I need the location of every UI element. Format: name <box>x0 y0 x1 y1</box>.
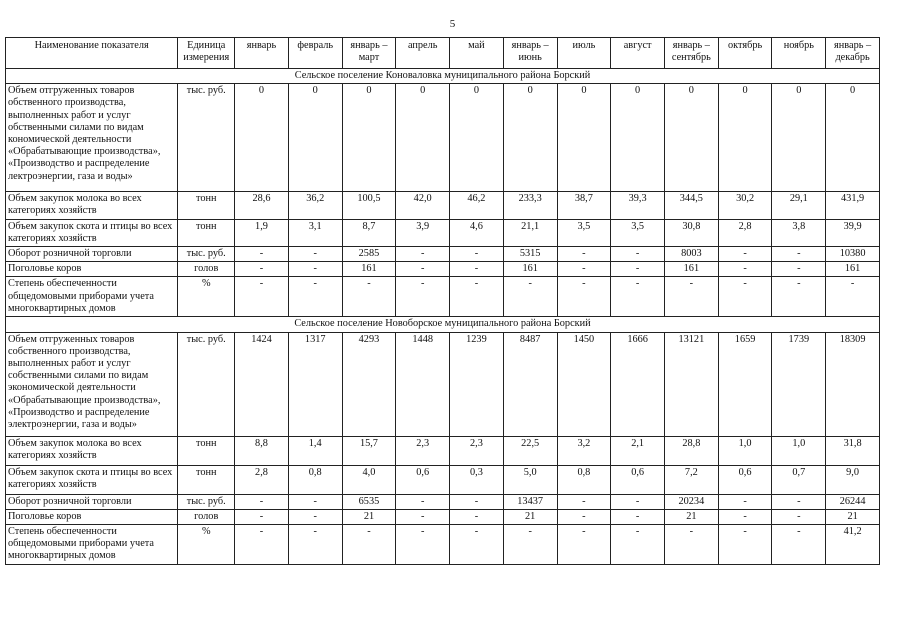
value-cell: - <box>288 494 342 509</box>
value-cell: - <box>665 525 719 565</box>
value-cell: 1659 <box>718 332 772 436</box>
value-cell: - <box>450 277 504 317</box>
value-cell: 0,7 <box>772 465 826 494</box>
value-cell: 0 <box>665 84 719 192</box>
value-cell: - <box>342 525 396 565</box>
header-month: июль <box>557 38 611 69</box>
indicator-unit: % <box>178 525 235 565</box>
indicator-name: Объем отгруженных товаров обственного производства, выполненных работ и услуг обственными силами по видам кономической деятельности «Обрабатывающие производства», «Производство и распределение лектроэнергии, газа и воды» <box>6 84 178 192</box>
value-cell: 30,8 <box>665 219 719 246</box>
value-cell: 0 <box>826 84 880 192</box>
value-cell: 0 <box>772 84 826 192</box>
value-cell: - <box>557 509 611 524</box>
value-cell: 0 <box>396 84 450 192</box>
value-cell: - <box>718 494 772 509</box>
value-cell: - <box>396 494 450 509</box>
value-cell: 0,8 <box>557 465 611 494</box>
value-cell: 2,3 <box>450 436 504 465</box>
header-month: январь – декабрь <box>826 38 880 69</box>
header-month: январь <box>235 38 289 69</box>
indicator-name: Объем закупок скота и птицы во всех категориях хозяйств <box>6 465 178 494</box>
indicator-name: Объем закупок молока во всех категориях хозяйств <box>6 436 178 465</box>
value-cell: - <box>396 247 450 262</box>
value-cell: - <box>450 509 504 524</box>
value-cell: 0,6 <box>611 465 665 494</box>
indicator-unit: % <box>178 277 235 317</box>
value-cell: 13121 <box>665 332 719 436</box>
value-cell: 29,1 <box>772 192 826 219</box>
value-cell: - <box>611 247 665 262</box>
value-cell: 1666 <box>611 332 665 436</box>
value-cell: 1739 <box>772 332 826 436</box>
value-cell: - <box>772 509 826 524</box>
value-cell: 3,5 <box>611 219 665 246</box>
indicator-unit: тыс. руб. <box>178 247 235 262</box>
value-cell: 3,2 <box>557 436 611 465</box>
value-cell: 39,3 <box>611 192 665 219</box>
indicator-name: Степень обеспеченности общедомовыми приборами учета многоквартирных домов <box>6 277 178 317</box>
value-cell: - <box>718 262 772 277</box>
value-cell: 4,0 <box>342 465 396 494</box>
value-cell: - <box>557 247 611 262</box>
page-number: 5 <box>449 18 456 30</box>
value-cell: - <box>611 494 665 509</box>
value-cell: - <box>342 277 396 317</box>
indicators-table <box>5 37 880 565</box>
value-cell: 0 <box>288 84 342 192</box>
value-cell: 8487 <box>503 332 557 436</box>
value-cell: 0 <box>235 84 289 192</box>
value-cell: - <box>235 247 289 262</box>
value-cell: 100,5 <box>342 192 396 219</box>
header-month: февраль <box>288 38 342 69</box>
header-month: май <box>450 38 504 69</box>
value-cell: 0 <box>557 84 611 192</box>
value-cell: - <box>718 277 772 317</box>
value-cell: 0 <box>450 84 504 192</box>
value-cell: - <box>235 277 289 317</box>
value-cell: - <box>557 494 611 509</box>
header-unit: Единица измерения <box>178 38 235 69</box>
value-cell: 42,0 <box>396 192 450 219</box>
value-cell: 18309 <box>826 332 880 436</box>
header-month: август <box>611 38 665 69</box>
table-row <box>6 509 880 524</box>
table-row <box>6 262 880 277</box>
value-cell: 0,3 <box>450 465 504 494</box>
value-cell: - <box>396 509 450 524</box>
value-cell: 10380 <box>826 247 880 262</box>
value-cell: 2,1 <box>611 436 665 465</box>
value-cell: 38,7 <box>557 192 611 219</box>
value-cell: 15,7 <box>342 436 396 465</box>
value-cell: - <box>235 525 289 565</box>
value-cell: 1317 <box>288 332 342 436</box>
value-cell: 161 <box>826 262 880 277</box>
table-row <box>6 436 880 465</box>
value-cell: - <box>396 277 450 317</box>
section-title-row <box>6 317 880 332</box>
indicator-name: Объем закупок скота и птицы во всех категориях хозяйств <box>6 219 178 246</box>
header-month: январь – июнь <box>503 38 557 69</box>
table-row <box>6 494 880 509</box>
value-cell: 4293 <box>342 332 396 436</box>
value-cell: 3,1 <box>288 219 342 246</box>
value-cell: 1448 <box>396 332 450 436</box>
indicator-name: Оборот розничной торговли <box>6 247 178 262</box>
value-cell: 7,2 <box>665 465 719 494</box>
value-cell: 8003 <box>665 247 719 262</box>
value-cell: 0,6 <box>396 465 450 494</box>
indicator-name: Объем отгруженных товаров собственного производства, выполненных работ и услуг собственными силами по видам экономической деятельности «Обрабатывающие производства», «Производство и распределение электроэнергии, газа и воды» <box>6 332 178 436</box>
value-cell: 20234 <box>665 494 719 509</box>
value-cell: - <box>772 277 826 317</box>
header-name: Наименование показателя <box>6 38 178 69</box>
value-cell: 21 <box>342 509 396 524</box>
value-cell: - <box>665 277 719 317</box>
value-cell: 21 <box>826 509 880 524</box>
table-row <box>6 84 880 192</box>
value-cell: - <box>557 525 611 565</box>
value-cell: - <box>450 525 504 565</box>
value-cell: - <box>611 277 665 317</box>
table-row <box>6 465 880 494</box>
value-cell: - <box>611 509 665 524</box>
value-cell: 4,6 <box>450 219 504 246</box>
value-cell: 5,0 <box>503 465 557 494</box>
value-cell: 1,0 <box>772 436 826 465</box>
value-cell: 46,2 <box>450 192 504 219</box>
value-cell: 8,8 <box>235 436 289 465</box>
value-cell: 41,2 <box>826 525 880 565</box>
value-cell: 8,7 <box>342 219 396 246</box>
value-cell: 3,9 <box>396 219 450 246</box>
value-cell: 0 <box>342 84 396 192</box>
indicator-unit: тыс. руб. <box>178 494 235 509</box>
table-row <box>6 219 880 246</box>
value-cell: 21 <box>665 509 719 524</box>
value-cell: 2,8 <box>718 219 772 246</box>
value-cell: 13437 <box>503 494 557 509</box>
header-month: октябрь <box>718 38 772 69</box>
value-cell: - <box>503 525 557 565</box>
value-cell: - <box>450 262 504 277</box>
section-title: Сельское поселение Новоборское муниципального района Борский <box>6 317 880 332</box>
table-row <box>6 525 880 565</box>
value-cell: - <box>396 262 450 277</box>
value-cell: 161 <box>342 262 396 277</box>
indicator-name: Поголовье коров <box>6 262 178 277</box>
value-cell: - <box>396 525 450 565</box>
value-cell: 431,9 <box>826 192 880 219</box>
indicator-unit: тонн <box>178 465 235 494</box>
value-cell: - <box>718 509 772 524</box>
section-title: Сельское поселение Коноваловка муниципального района Борский <box>6 69 880 84</box>
value-cell: - <box>503 277 557 317</box>
value-cell: 1,4 <box>288 436 342 465</box>
value-cell: 161 <box>665 262 719 277</box>
value-cell: 0 <box>611 84 665 192</box>
indicator-unit: тонн <box>178 219 235 246</box>
table-row <box>6 332 880 436</box>
value-cell: 9,0 <box>826 465 880 494</box>
value-cell: - <box>288 277 342 317</box>
value-cell: 6535 <box>342 494 396 509</box>
value-cell: 2,3 <box>396 436 450 465</box>
value-cell: 2,8 <box>235 465 289 494</box>
value-cell: 2585 <box>342 247 396 262</box>
value-cell: - <box>772 494 826 509</box>
section-title-row <box>6 69 880 84</box>
value-cell: - <box>718 247 772 262</box>
value-cell: 1,0 <box>718 436 772 465</box>
value-cell: - <box>235 262 289 277</box>
value-cell: - <box>611 262 665 277</box>
indicator-name: Объем закупок молока во всех категориях хозяйств <box>6 192 178 219</box>
value-cell: - <box>611 525 665 565</box>
header-month: январь – сентябрь <box>665 38 719 69</box>
indicator-unit: голов <box>178 509 235 524</box>
value-cell: - <box>288 262 342 277</box>
indicator-unit: тыс. руб. <box>178 332 235 436</box>
indicator-unit: тыс. руб. <box>178 84 235 192</box>
value-cell: - <box>288 509 342 524</box>
value-cell: - <box>557 277 611 317</box>
value-cell: 30,2 <box>718 192 772 219</box>
header-row <box>6 38 880 69</box>
value-cell: 22,5 <box>503 436 557 465</box>
indicator-unit: тонн <box>178 436 235 465</box>
value-cell: - <box>235 494 289 509</box>
value-cell: 233,3 <box>503 192 557 219</box>
indicator-name: Степень обеспеченности общедомовыми приборами учета многоквартирных домов <box>6 525 178 565</box>
value-cell: - <box>235 509 289 524</box>
value-cell: 0 <box>503 84 557 192</box>
value-cell: 28,6 <box>235 192 289 219</box>
value-cell: 0,8 <box>288 465 342 494</box>
value-cell: 0,6 <box>718 465 772 494</box>
value-cell: - <box>772 247 826 262</box>
value-cell: - <box>772 525 826 565</box>
value-cell: 21,1 <box>503 219 557 246</box>
value-cell: - <box>450 494 504 509</box>
value-cell: 3,8 <box>772 219 826 246</box>
value-cell: - <box>557 262 611 277</box>
header-month: январь – март <box>342 38 396 69</box>
value-cell: - <box>288 247 342 262</box>
value-cell: - <box>718 525 772 565</box>
value-cell: - <box>450 247 504 262</box>
value-cell: 161 <box>503 262 557 277</box>
header-month: апрель <box>396 38 450 69</box>
value-cell: 1,9 <box>235 219 289 246</box>
value-cell: 1424 <box>235 332 289 436</box>
value-cell: 1450 <box>557 332 611 436</box>
value-cell: 5315 <box>503 247 557 262</box>
indicator-name: Поголовье коров <box>6 509 178 524</box>
value-cell: 28,8 <box>665 436 719 465</box>
value-cell: 26244 <box>826 494 880 509</box>
value-cell: 3,5 <box>557 219 611 246</box>
value-cell: 1239 <box>450 332 504 436</box>
table-row <box>6 247 880 262</box>
value-cell: 0 <box>718 84 772 192</box>
indicator-name: Оборот розничной торговли <box>6 494 178 509</box>
value-cell: - <box>288 525 342 565</box>
header-month: ноябрь <box>772 38 826 69</box>
indicator-unit: голов <box>178 262 235 277</box>
value-cell: 31,8 <box>826 436 880 465</box>
value-cell: 344,5 <box>665 192 719 219</box>
table-row <box>6 277 880 317</box>
value-cell: - <box>826 277 880 317</box>
value-cell: 21 <box>503 509 557 524</box>
indicator-unit: тонн <box>178 192 235 219</box>
value-cell: - <box>772 262 826 277</box>
table-row <box>6 192 880 219</box>
value-cell: 36,2 <box>288 192 342 219</box>
value-cell: 39,9 <box>826 219 880 246</box>
